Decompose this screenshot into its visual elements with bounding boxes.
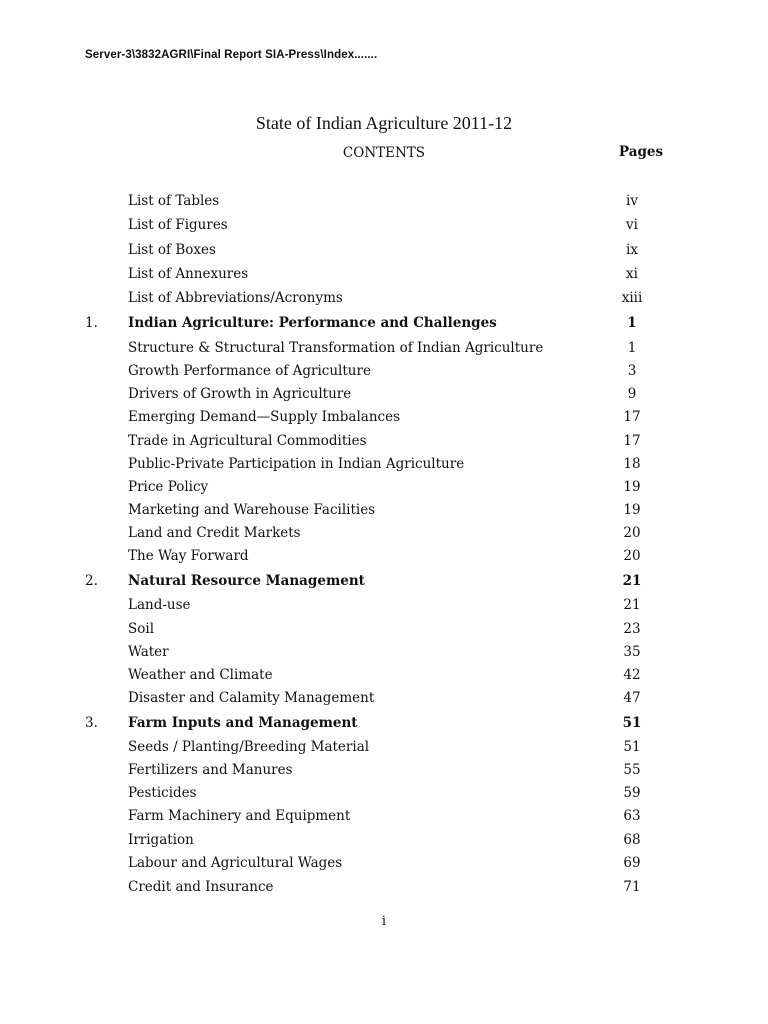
toc-entry-row <box>0 363 768 383</box>
toc-entry-title: Seeds / Planting/Breeding Material <box>128 739 370 755</box>
toc-entry-title: Farm Machinery and Equipment <box>128 808 351 824</box>
toc-entry-row <box>0 502 768 522</box>
toc-page-number: xiii <box>621 290 643 306</box>
toc-entry-title: Trade in Agricultural Commodities <box>128 433 367 449</box>
toc-entry-title: Land and Credit Markets <box>128 525 301 541</box>
contents-heading: CONTENTS <box>342 145 426 161</box>
toc-entry-title: Public-Private Participation in Indian Agriculture <box>128 456 465 472</box>
toc-page-number: 23 <box>623 621 641 637</box>
toc-entry-row <box>0 879 768 899</box>
toc-page-number: 20 <box>623 548 641 564</box>
toc-entry-title: Soil <box>128 621 155 637</box>
document-title: State of Indian Agriculture 2011-12 <box>255 113 513 133</box>
toc-page-number: vi <box>626 217 638 233</box>
toc-chapter-row <box>0 315 768 335</box>
toc-page-number: 1 <box>627 315 637 331</box>
toc-chapter-number: 3. <box>85 715 98 731</box>
toc-page-number: 71 <box>623 879 641 895</box>
toc-entry-row <box>0 266 768 286</box>
toc-entry-title: Disaster and Calamity Management <box>128 690 375 706</box>
pages-column-heading: Pages <box>618 144 664 160</box>
toc-entry-title: List of Annexures <box>128 266 249 282</box>
toc-page-number: 21 <box>622 573 642 589</box>
toc-entry-title: Marketing and Warehouse Facilities <box>128 502 376 518</box>
toc-entry-title: Price Policy <box>128 479 209 495</box>
toc-page-number: xi <box>626 266 638 282</box>
toc-entry-row <box>0 832 768 852</box>
toc-page-number: 21 <box>623 597 641 613</box>
toc-page-number: 42 <box>623 667 641 683</box>
toc-page-number: iv <box>626 193 638 209</box>
toc-entry-title: Irrigation <box>128 832 194 848</box>
toc-page-number: 19 <box>623 479 641 495</box>
toc-entry-title: Indian Agriculture: Performance and Challenges <box>128 315 497 331</box>
toc-page-number: 51 <box>622 715 642 731</box>
toc-entry-row <box>0 193 768 213</box>
toc-entry-title: Labour and Agricultural Wages <box>128 855 343 871</box>
toc-entry-title: Farm Inputs and Management <box>128 715 358 731</box>
toc-page-number: 47 <box>623 690 641 706</box>
toc-entry-title: List of Boxes <box>128 242 216 258</box>
toc-page-number: 55 <box>623 762 641 778</box>
toc-page-number: 69 <box>623 855 641 871</box>
toc-entry-row <box>0 479 768 499</box>
toc-entry-row <box>0 597 768 617</box>
toc-entry-title: Natural Resource Management <box>128 573 365 589</box>
toc-entry-row <box>0 290 768 310</box>
toc-page-number: 35 <box>623 644 641 660</box>
server-path-header: Server-3\3832AGRI\Final Report SIA-Press\Index....... <box>85 49 378 61</box>
toc-chapter-row <box>0 573 768 593</box>
toc-entry-title: Growth Performance of Agriculture <box>128 363 371 379</box>
toc-entry-row <box>0 242 768 262</box>
toc-entry-row <box>0 855 768 875</box>
toc-page-number: 59 <box>623 785 641 801</box>
toc-entry-title: List of Abbreviations/Acronyms <box>128 290 343 306</box>
page-number: i <box>381 914 387 929</box>
toc-chapter-row <box>0 715 768 735</box>
toc-entry-title: Water <box>128 644 169 660</box>
toc-page-number: 51 <box>623 739 641 755</box>
toc-entry-title: List of Tables <box>128 193 220 209</box>
toc-page-number: 17 <box>623 409 641 425</box>
toc-chapter-number: 1. <box>85 315 98 331</box>
toc-page-number: 3 <box>627 363 637 379</box>
toc-entry-row <box>0 762 768 782</box>
toc-entry-title: Pesticides <box>128 785 197 801</box>
toc-entry-title: Drivers of Growth in Agriculture <box>128 386 352 402</box>
toc-entry-row <box>0 217 768 237</box>
toc-chapter-number: 2. <box>85 573 98 589</box>
toc-entry-title: Fertilizers and Manures <box>128 762 293 778</box>
toc-entry-row <box>0 525 768 545</box>
toc-entry-row <box>0 456 768 476</box>
toc-entry-row <box>0 690 768 710</box>
toc-entry-row <box>0 621 768 641</box>
toc-entry-row <box>0 808 768 828</box>
toc-entry-row <box>0 433 768 453</box>
toc-entry-row <box>0 409 768 429</box>
toc-page-number: 17 <box>623 433 641 449</box>
toc-page-number: ix <box>626 242 638 258</box>
toc-page-number: 9 <box>627 386 637 402</box>
toc-entry-row <box>0 340 768 360</box>
toc-page-number: 19 <box>623 502 641 518</box>
toc-entry-row <box>0 548 768 568</box>
toc-entry-title: The Way Forward <box>128 548 249 564</box>
toc-entry-row <box>0 644 768 664</box>
toc-entry-row <box>0 739 768 759</box>
toc-entry-row <box>0 667 768 687</box>
toc-entry-title: Weather and Climate <box>128 667 273 683</box>
toc-entry-row <box>0 785 768 805</box>
toc-page-number: 63 <box>623 808 641 824</box>
toc-page-number: 68 <box>623 832 641 848</box>
toc-entry-title: Emerging Demand—Supply Imbalances <box>128 409 401 425</box>
toc-entry-row <box>0 386 768 406</box>
toc-entry-title: List of Figures <box>128 217 228 233</box>
toc-entry-title: Credit and Insurance <box>128 879 274 895</box>
toc-page-number: 1 <box>627 340 637 356</box>
toc-entry-title: Structure & Structural Transformation of Indian Agriculture <box>128 340 544 356</box>
toc-page-number: 20 <box>623 525 641 541</box>
toc-page-number: 18 <box>623 456 641 472</box>
toc-entry-title: Land-use <box>128 597 191 613</box>
